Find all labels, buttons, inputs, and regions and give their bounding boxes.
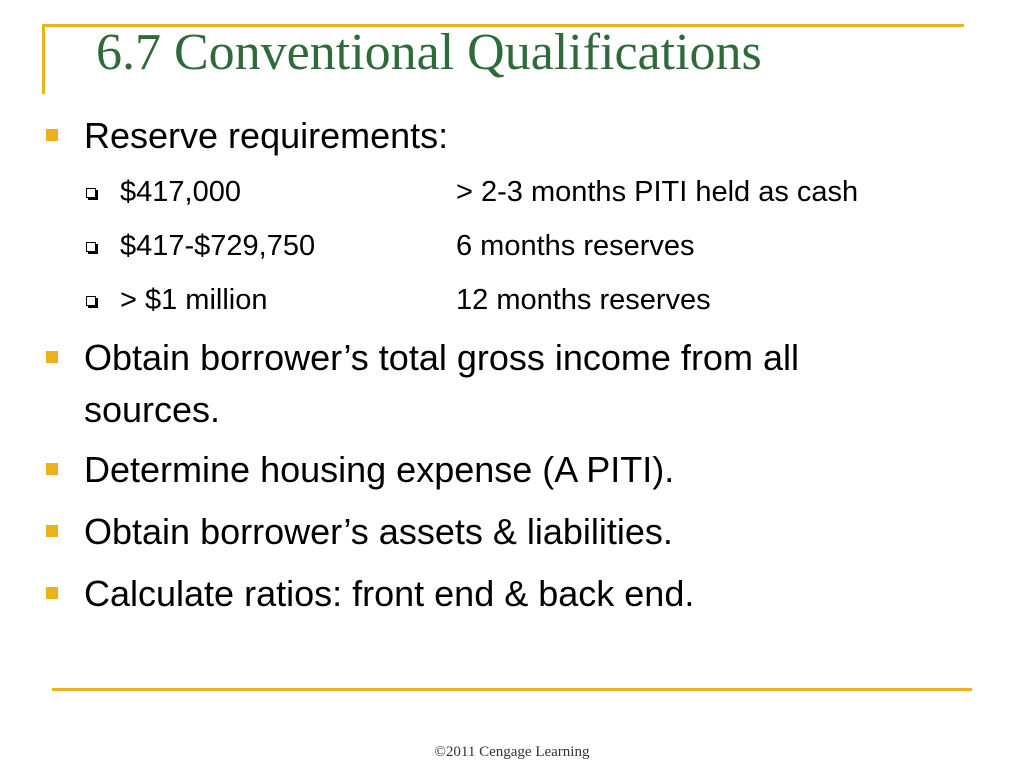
box-bullet-icon xyxy=(86,242,96,252)
sub-bullet-item xyxy=(120,220,980,272)
square-bullet-icon xyxy=(46,525,58,537)
footer-rule xyxy=(52,688,972,691)
bullet-text: Determine housing expense (A PITI). xyxy=(84,449,675,490)
box-bullet-icon xyxy=(86,188,96,198)
bullet-text: Reserve requirements: xyxy=(84,115,449,156)
sub-bullet-item xyxy=(120,166,980,218)
square-bullet-icon xyxy=(46,129,58,141)
bullet-text: Obtain borrower’s total gross income from all sources. xyxy=(84,337,799,430)
square-bullet-icon xyxy=(46,463,58,475)
bullet-item xyxy=(84,444,964,496)
bullet-item xyxy=(84,110,964,162)
bullet-item xyxy=(84,568,964,620)
sub-bullet-label: > $1 million xyxy=(120,284,268,316)
title-left-rule xyxy=(42,24,45,94)
square-bullet-icon xyxy=(46,351,58,363)
bullet-item xyxy=(84,332,944,436)
sub-bullet-value: 12 months reserves xyxy=(456,284,711,316)
sub-bullet-value: 6 months reserves xyxy=(456,230,695,262)
bullet-text: Obtain borrower’s assets & liabilities. xyxy=(84,511,673,552)
sub-bullet-label: $417,000 xyxy=(120,176,241,208)
sub-bullet-value: > 2-3 months PITI held as cash xyxy=(456,176,859,208)
bullet-text: Calculate ratios: front end & back end. xyxy=(84,573,695,614)
copyright-footer: ©2011 Cengage Learning xyxy=(434,744,590,760)
bullet-item xyxy=(84,506,964,558)
slide-title: 6.7 Conventional Qualifications xyxy=(96,24,762,81)
sub-bullet-item xyxy=(120,274,980,326)
sub-bullet-label: $417-$729,750 xyxy=(120,230,316,262)
box-bullet-icon xyxy=(86,296,96,306)
square-bullet-icon xyxy=(46,587,58,599)
